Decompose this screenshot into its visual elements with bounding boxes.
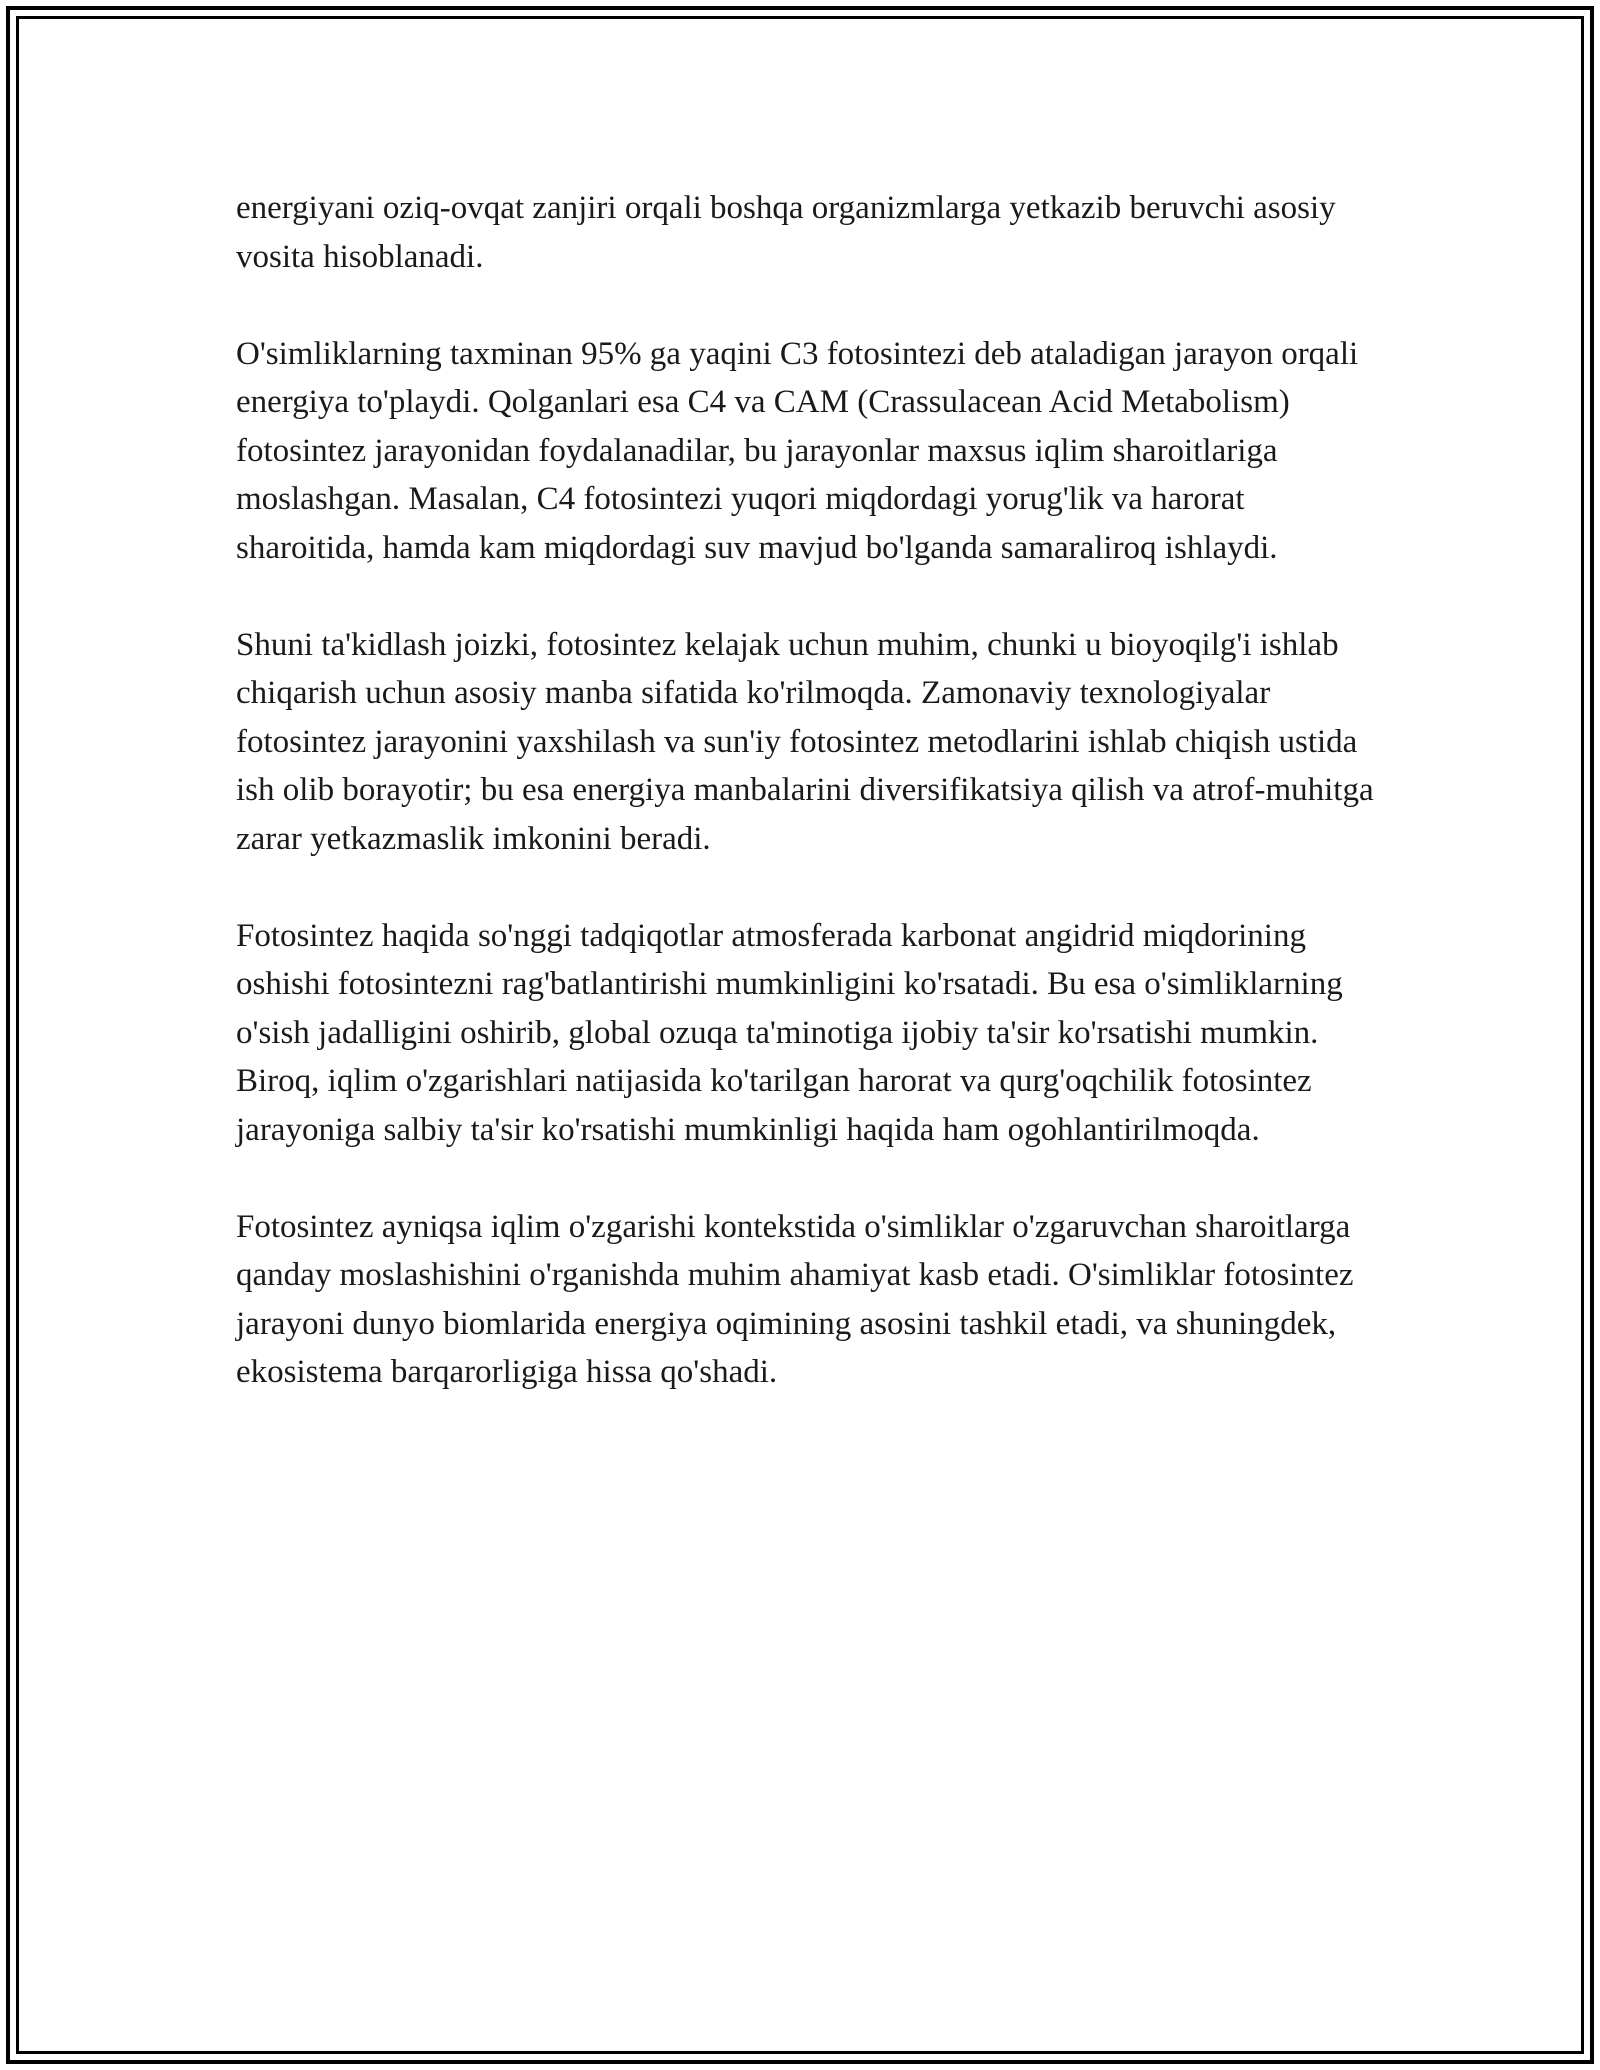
paragraph-2: O'simliklarning taxminan 95% ga yaqini C3 fotosintezi deb ataladigan jarayon orqali energiya to'playdi. Qolganlari esa C4 va CAM (Crassulacean Acid Metabolism) fotosintez jarayonidan foydalanadilar, bu jarayonlar maxsus iqlim sharoitlariga moslashgan. Masalan, C4 fotosintezi yuqori miqdordagi yorug'lik va harorat sharoitida, hamda kam miqdordagi suv mavjud bo'lganda samaraliroq ishlaydi. xyxy=(236,335,1359,566)
document-body xyxy=(236,184,1386,1397)
paragraph-3: Shuni ta'kidlash joizki, fotosintez kelajak uchun muhim, chunki u bioyoqilg'i ishlab chiqarish uchun asosiy manba sifatida ko'rilmoqda. Zamonaviy texnologiyalar fotosintez jarayonini yaxshilash va sun'iy fotosintez metodlarini ishlab chiqish ustida ish olib borayotir; bu esa energiya manbalarini diversifikatsiya qilish va atrof-muhitga zarar yetkazmaslik imkonini beradi. xyxy=(236,626,1374,857)
paragraph-5: Fotosintez ayniqsa iqlim o'zgarishi kontekstida o'simliklar o'zgaruvchan sharoitlarga qanday moslashishini o'rganishda muhim ahamiyat kasb etadi. O'simliklar fotosintez jarayoni dunyo biomlarida energiya oqimining asosini tashkil etadi, va shuningdek, ekosistema barqarorligiga hissa qo'shadi. xyxy=(236,1208,1354,1390)
paragraph-1: energiyani oziq-ovqat zanjiri orqali boshqa organizmlarga yetkazib beruvchi asosiy vosita hisoblanadi. xyxy=(236,190,1336,275)
paragraph-4: Fotosintez haqida so'nggi tadqiqotlar atmosferada karbonat angidrid miqdorining oshishi fotosintezni rag'batlantirishi mumkinligini ko'rsatadi. Bu esa o'simliklarning o'sish jadalligini oshirib, global ozuqa ta'minotiga ijobiy ta'sir ko'rsatishi mumkin. Biroq, iqlim o'zgarishlari natijasida ko'tarilgan harorat va qurg'oqchilik fotosintez jarayoniga salbiy ta'sir ko'rsatishi mumkinligi haqida ham ogohlantirilmoqda. xyxy=(236,917,1343,1148)
